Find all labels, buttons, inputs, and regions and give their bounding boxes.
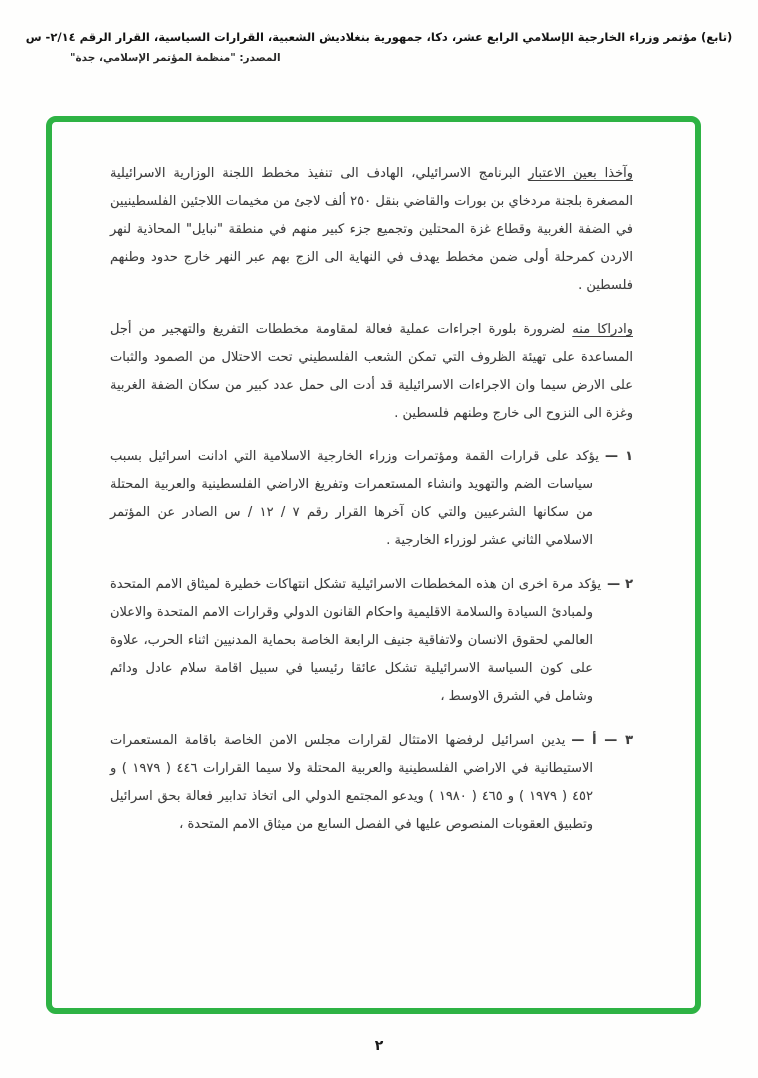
- list-item-1: [110, 443, 633, 555]
- list-item-2: [110, 571, 633, 711]
- paragraph-lead: وآخذا بعين الاعتبار: [528, 166, 633, 181]
- green-annotation-border: [46, 116, 701, 1014]
- paragraph-text: البرنامج الاسرائيلي، الهادف الى تنفيذ مخطط اللجنة الوزارية الاسرائيلية المصغرة بلجنة مردخاي بن بورات والقاضي بنقل ٢٥٠ ألف لاجئ من مخيمات اللاجئين الفلسطينيين في الضفة الغربية وقطاع غزة المحتلين وتجميع جزء كبير منهم في منطقة "نبايل" المحاذية لنهر الاردن كمرحلة أولى ضمن مخطط يهدف في النهاية الى الزج بهم عبر النهر خارج حدود وطنهم فلسطين .: [110, 166, 633, 293]
- list-item-3a: [110, 727, 633, 839]
- scanned-text-area: [110, 160, 633, 855]
- item-text: يدين اسرائيل لرفضها الامتثال لقرارات مجلس الامن الخاصة باقامة المستعمرات الاستيطانية في الاراضي الفلسطينية والعربية المحتلة ولا سيما القرارات ٤٤٦ ( ١٩٧٩ ) و ٤٥٢ ( ١٩٧٩ ) و ٤٦٥ ( ١٩٨٠ ) ويدعو المجتمع الدولي الى اتخاذ تدابير فعالة بحق اسرائيل وتطبيق العقوبات المنصوص عليها في الفصل السابع من ميثاق الامم المتحدة ،: [110, 732, 594, 832]
- item-marker: ٣ — أ —: [571, 732, 633, 748]
- header-line: (تابع) مؤتمر وزراء الخارجية الإسلامي الرابع عشر، دكا، جمهورية بنغلاديش الشعبية، القرارات السياسية، القرار الرقم ٢/١٤- س: [25, 30, 733, 44]
- source-line: المصدر: "منظمة المؤتمر الإسلامي، جدة": [70, 52, 281, 64]
- paragraph-text: لضرورة بلورة اجراءات عملية فعالة لمقاومة مخططات التفريغ والتهجير من أجل المساعدة على تهيئة الظروف التي تمكن الشعب الفلسطيني تحت الاحتلال من الصمود والثبات على الارض سيما وان الاجراءات الاسرائيلية قد أدت الى حمل عدد كبير من سكان الضفة الغربية وغزة الى النزوح الى خارج وطنهم فلسطين .: [110, 321, 633, 421]
- paragraph-considering: [110, 160, 633, 300]
- item-text: يؤكد على قرارات القمة ومؤتمرات وزراء الخارجية الاسلامية التي ادانت اسرائيل بسبب سياسات الضم والتهويد وانشاء المستعمرات وتفريغ الاراضي الفلسطينية والعربية المحتلة من سكانها الشرعيين والتي كان آخرها القرار رقم ٧ / ١٢ / س الصادر عن المؤتمر الاسلامي الثاني عشر لوزراء الخارجية .: [110, 449, 599, 549]
- item-marker: ١ —: [605, 449, 633, 465]
- page-number: ٢: [374, 1038, 384, 1054]
- paragraph-lead: وادراكا منه: [572, 321, 633, 337]
- paragraph-realizing: [110, 316, 633, 428]
- item-marker: ٢ —: [607, 577, 633, 593]
- item-text: يؤكد مرة اخرى ان هذه المخططات الاسرائيلية تشكل انتهاكات خطيرة لميثاق الامم المتحدة ولمبادئ السيادة والسلامة الاقليمية واحكام القانون الدولي وقرارات الامم المتحدة والاعلان العالمي لحقوق الانسان ولاتفاقية جنيف الرابعة الخاصة بحماية المدنيين اثناء الحرب، علاوة على كون السياسة الاسرائيلية تشكل عائقا رئيسيا في سبيل اقامة سلام عادل ودائم وشامل في الشرق الاوسط ،: [110, 577, 602, 704]
